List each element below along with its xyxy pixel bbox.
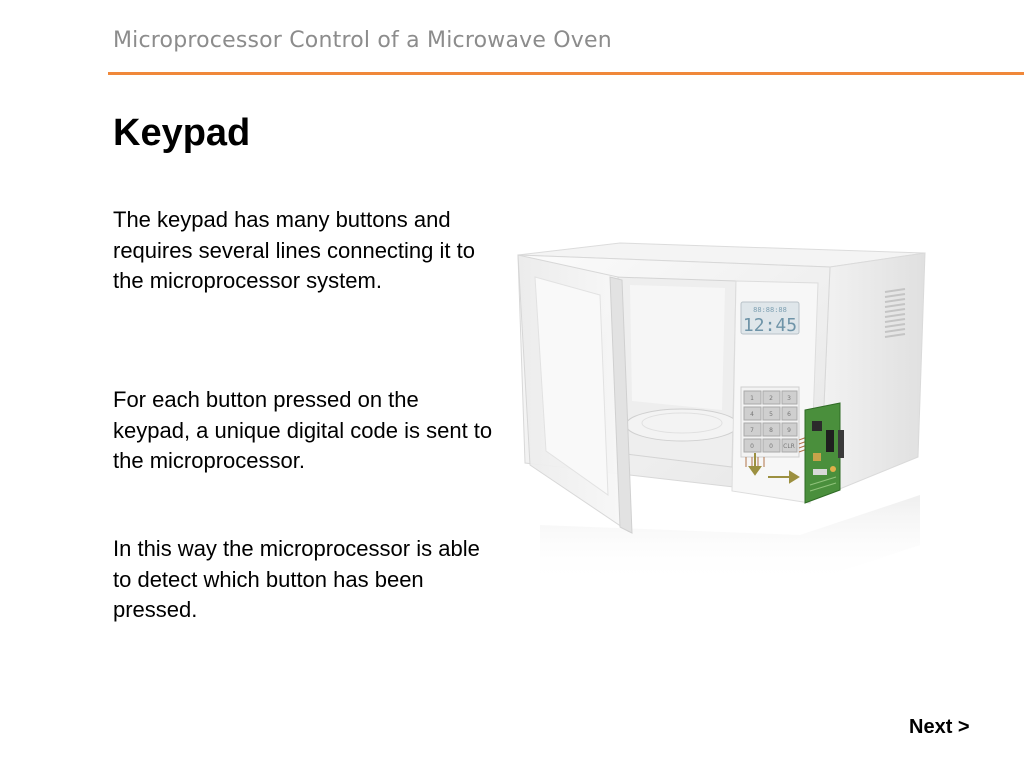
keypad-key: 5 xyxy=(769,411,773,418)
body-paragraph-1: The keypad has many buttons and requires several lines connecting it to the microprocessor system. xyxy=(113,207,475,293)
keypad-key: 4 xyxy=(750,411,754,418)
body-paragraph-3: In this way the microprocessor is able to detect which button has been pressed. xyxy=(113,536,480,622)
keypad-key: 6 xyxy=(787,411,791,418)
next-button[interactable]: Next > xyxy=(909,716,970,738)
keypad-key: 7 xyxy=(750,427,754,434)
keypad-key: 3 xyxy=(787,395,791,402)
keypad xyxy=(741,387,799,457)
keypad-key: 9 xyxy=(787,427,791,434)
keypad-key: 8 xyxy=(769,427,773,434)
header-divider xyxy=(108,72,1024,75)
oven-display-time: 12:45 xyxy=(742,315,798,336)
circuit-board xyxy=(805,403,844,503)
keypad-key: 2 xyxy=(769,395,773,402)
keypad-key: CLR xyxy=(783,443,795,450)
keypad-key: 0 xyxy=(769,443,773,450)
microwave-illustration xyxy=(500,225,950,585)
keypad-key: 0 xyxy=(750,443,754,450)
slide-header-title: Microprocessor Control of a Microwave Oven xyxy=(113,28,612,53)
svg-text:88:88:88: 88:88:88 xyxy=(753,306,787,314)
body-paragraph-2: For each button pressed on the keypad, a unique digital code is sent to the microprocessor. xyxy=(113,387,493,473)
keypad-key: 1 xyxy=(750,395,754,402)
page-title: Keypad xyxy=(113,112,251,154)
